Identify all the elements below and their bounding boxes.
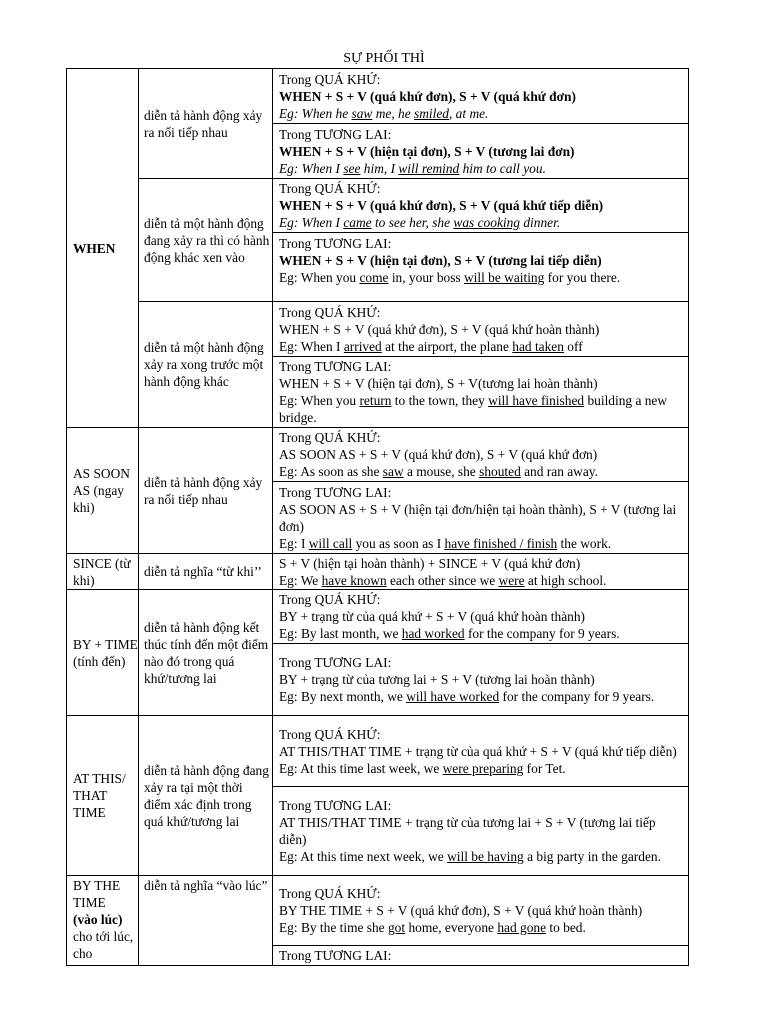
past-heading: Trong QUÁ KHỨ: xyxy=(279,430,381,445)
conjunction-when: WHEN xyxy=(67,69,139,428)
formula: WHEN + S + V (hiện tại đơn), S + V(tương lai hoàn thành) xyxy=(279,376,598,391)
past-cell xyxy=(273,876,689,946)
past-cell xyxy=(273,716,689,787)
conjunction-at-this-that-time: AT THIS/ THAT TIME xyxy=(67,716,139,876)
table-row xyxy=(67,428,689,482)
past-heading: Trong QUÁ KHỨ: xyxy=(279,71,381,87)
example: Eg: When he saw me, he smiled, at me. xyxy=(279,105,489,121)
future-cell xyxy=(273,644,689,716)
formula: AS SOON AS + S + V (hiện tại đơn/hiện tại hoàn thành), S + V (tương lai đơn) xyxy=(279,501,677,534)
formula: AT THIS/THAT TIME + trạng từ của quá khứ + S + V (quá khứ tiếp diễn) xyxy=(279,743,677,759)
conjunction-since: SINCE (từ khi) xyxy=(67,554,139,590)
conjunction-by-time: BY + TIME (tính đến) xyxy=(67,590,139,716)
future-cell xyxy=(273,482,689,554)
future-heading: Trong TƯƠNG LAI: xyxy=(279,798,392,813)
past-cell xyxy=(273,590,689,644)
formula: WHEN + S + V (quá khứ đơn), S + V (quá khứ đơn) xyxy=(279,88,576,104)
future-cell xyxy=(273,787,689,876)
future-heading: Trong TƯƠNG LAI: xyxy=(279,948,392,963)
table-row xyxy=(67,876,689,946)
description-cell: diễn tả một hành động xảy ra xong trước một hành động khác xyxy=(139,302,273,428)
future-heading: Trong TƯƠNG LAI: xyxy=(279,236,392,251)
formula: WHEN + S + V (hiện tại đơn), S + V (tương lai tiếp diễn) xyxy=(279,253,602,268)
table-row xyxy=(67,590,689,644)
description-cell: diễn tả hành động xảy ra nối tiếp nhau xyxy=(139,428,273,554)
past-heading: Trong QUÁ KHỨ: xyxy=(279,726,381,742)
formula: AT THIS/THAT TIME + trạng từ của tương lai + S + V (tương lai tiếp diễn) xyxy=(279,815,656,847)
conjunction-as-soon-as: AS SOON AS (ngay khi) xyxy=(67,428,139,554)
description-cell: diễn tả hành động xảy ra nối tiếp nhau xyxy=(139,69,273,179)
example: Eg: I will call you as soon as I have finished / finish the work. xyxy=(279,535,612,551)
example: Eg: By next month, we will have worked for the company for 9 years. xyxy=(279,689,655,704)
table-row xyxy=(67,179,689,233)
formula: WHEN + S + V (quá khứ đơn), S + V (quá khứ hoàn thành) xyxy=(279,321,600,337)
past-heading: Trong QUÁ KHỨ: xyxy=(279,304,381,320)
description-cell: diễn tả hành động kết thúc tính đến một điểm nào đó trong quá khứ/tương lai xyxy=(139,590,273,716)
formula: WHEN + S + V (hiện tại đơn), S + V (tương lai đơn) xyxy=(279,143,575,159)
example: Eg: When I arrived at the airport, the plane had taken off xyxy=(279,338,583,354)
past-heading: Trong QUÁ KHỨ: xyxy=(279,181,381,196)
description-cell: diễn tả hành động đang xảy ra tại một thời điểm xác định trong quá khứ/tương lai xyxy=(139,716,273,876)
future-heading: Trong TƯƠNG LAI: xyxy=(279,655,392,670)
description-cell: diễn tả một hành động đang xảy ra thì có hành động khác xen vào xyxy=(139,179,273,302)
future-heading: Trong TƯƠNG LAI: xyxy=(279,126,392,142)
example: Eg: When I came to see her, she was cooking dinner. xyxy=(279,215,561,230)
table-row xyxy=(67,716,689,787)
table-row xyxy=(67,302,689,357)
table-row xyxy=(67,554,689,590)
past-cell xyxy=(273,428,689,482)
past-cell xyxy=(273,179,689,233)
future-heading: Trong TƯƠNG LAI: xyxy=(279,484,392,500)
example: Eg: At this time last week, we were preparing for Tet. xyxy=(279,760,566,776)
example: Eg: When you come in, your boss will be waiting for you there. xyxy=(279,270,621,285)
example: Eg: By the time she got home, everyone had gone to bed. xyxy=(279,920,586,935)
past-cell xyxy=(273,69,689,124)
future-cell xyxy=(273,124,689,179)
formula: BY + trạng từ của quá khứ + S + V (quá khứ hoàn thành) xyxy=(279,609,585,624)
future-cell xyxy=(273,357,689,428)
example: Eg: When you return to the town, they will have finished building a new bridge. xyxy=(279,393,668,425)
future-cell xyxy=(273,233,689,302)
past-cell xyxy=(273,302,689,357)
formula: WHEN + S + V (quá khứ đơn), S + V (quá khứ tiếp diễn) xyxy=(279,198,604,213)
formula: S + V (hiện tại hoàn thành) + SINCE + V (quá khứ đơn) xyxy=(279,555,581,571)
page-title: SỰ PHỐI THÌ xyxy=(343,51,425,66)
past-heading: Trong QUÁ KHỨ: xyxy=(279,592,381,607)
tense-table xyxy=(66,68,689,966)
future-cell xyxy=(273,946,689,966)
conjunction-by-the-time: BY THE TIME (vào lúc) cho tới lúc, cho xyxy=(67,876,139,966)
example: Eg: As soon as she saw a mouse, she shouted and ran away. xyxy=(279,464,598,479)
formula-cell xyxy=(273,554,689,590)
formula: BY + trạng từ của tương lai + S + V (tương lai hoàn thành) xyxy=(279,672,595,687)
example: Eg: At this time next week, we will be having a big party in the garden. xyxy=(279,849,661,864)
description-cell: diễn tả nghĩa “vào lúc” xyxy=(139,876,273,966)
table-row xyxy=(67,69,689,124)
formula: AS SOON AS + S + V (quá khứ đơn), S + V (quá khứ đơn) xyxy=(279,447,598,462)
formula: BY THE TIME + S + V (quá khứ đơn), S + V (quá khứ hoàn thành) xyxy=(279,903,643,918)
future-heading: Trong TƯƠNG LAI: xyxy=(279,359,392,374)
example: Eg: We have known each other since we were at high school. xyxy=(279,572,607,588)
description-cell: diễn tả nghĩa “từ khi’’ xyxy=(139,554,273,590)
example: Eg: By last month, we had worked for the company for 9 years. xyxy=(279,626,620,641)
example: Eg: When I see him, I will remind him to call you. xyxy=(279,160,546,176)
past-heading: Trong QUÁ KHỨ: xyxy=(279,886,381,901)
